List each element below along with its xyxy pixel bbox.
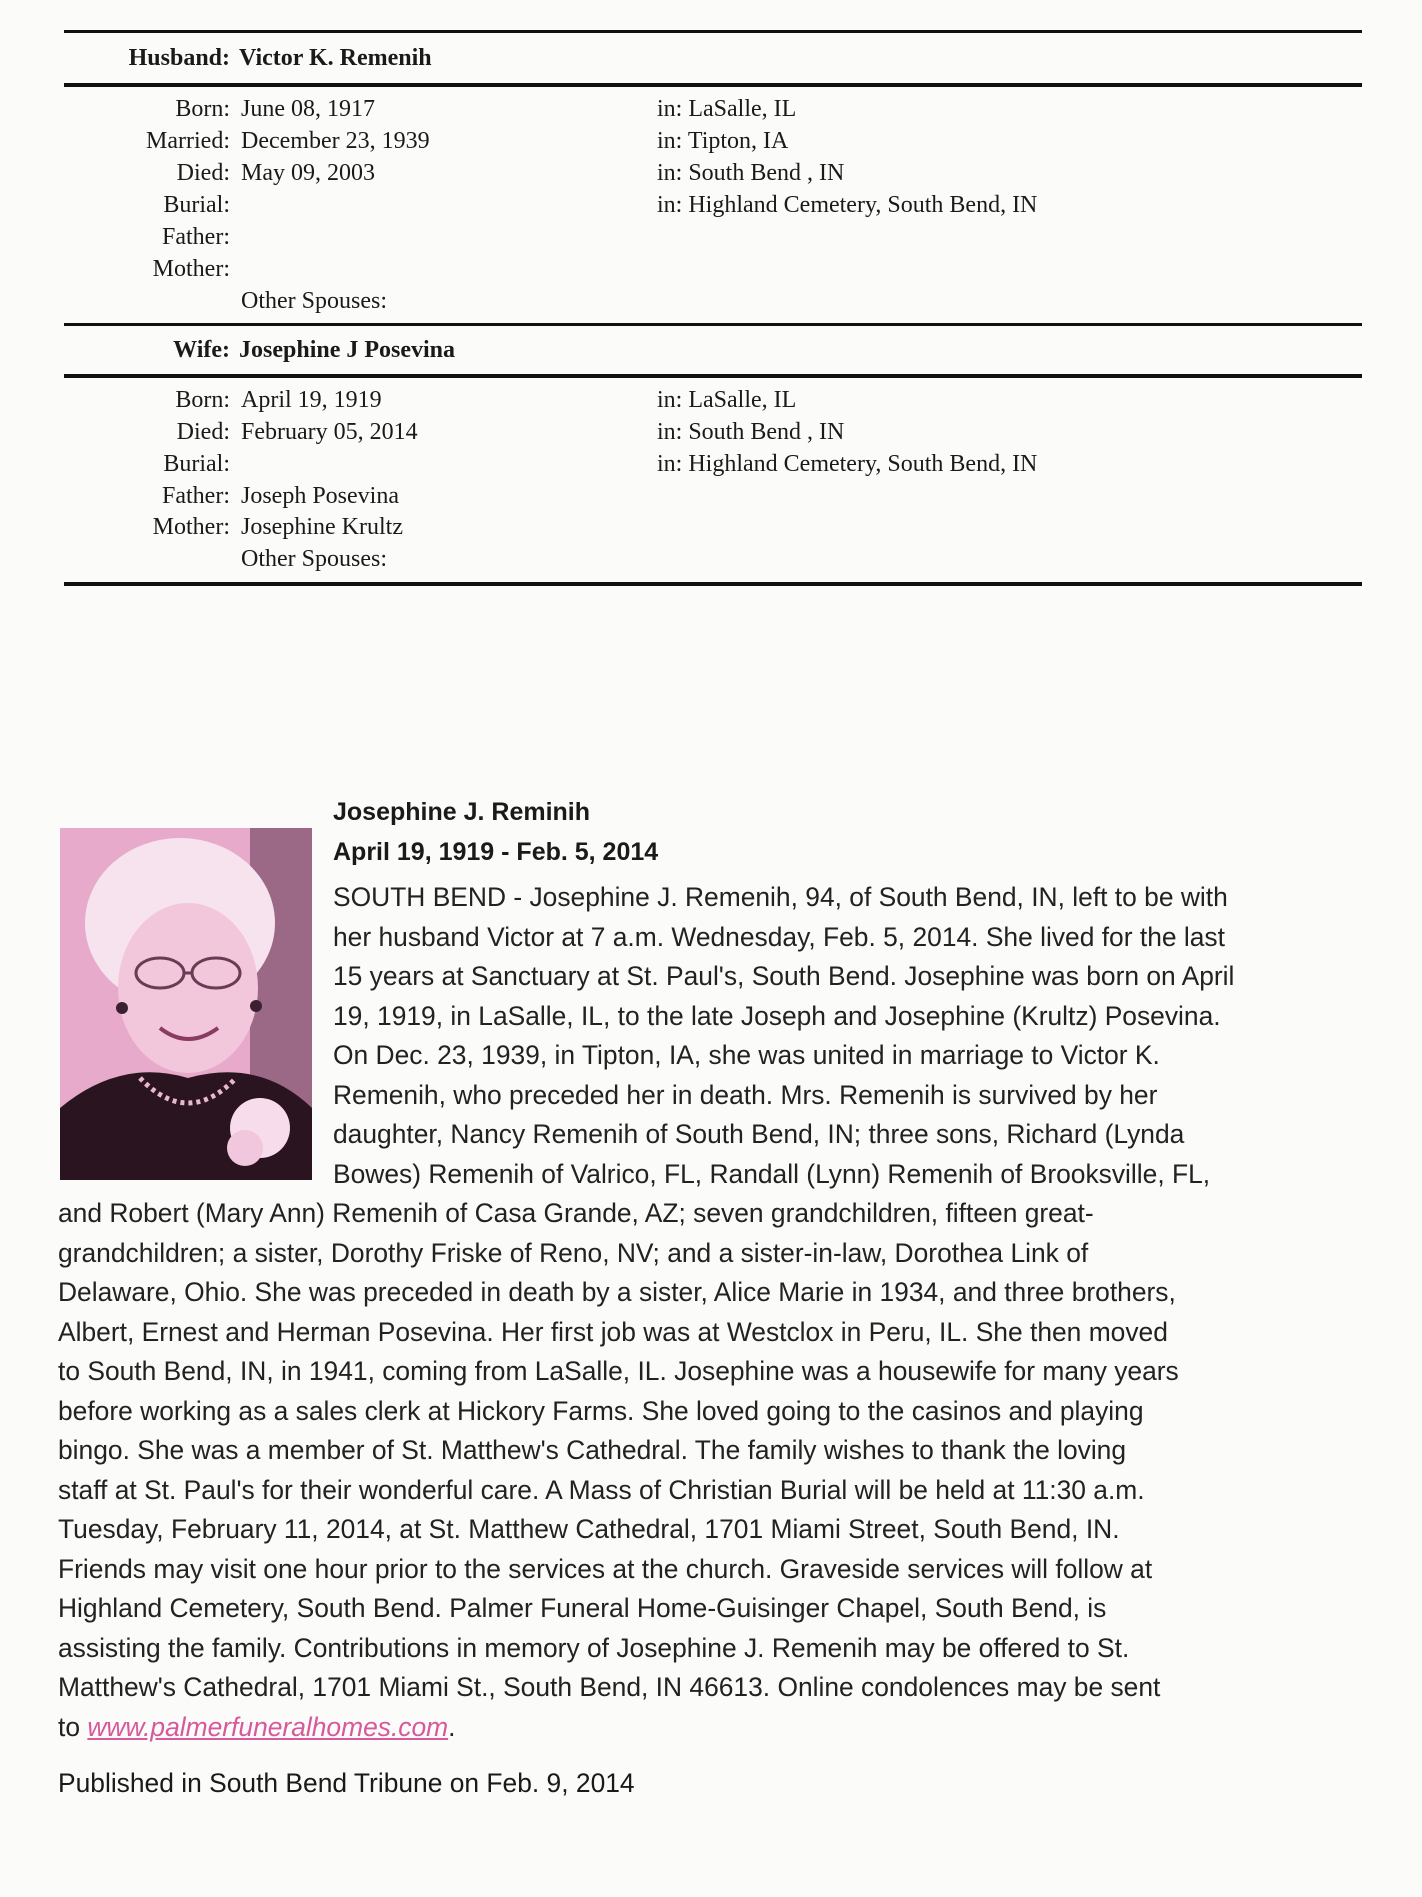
obituary-line: and Robert (Mary Ann) Remenih of Casa Grande, AZ; seven grandchildren, fifteen great- [58, 1198, 1094, 1228]
obituary-line: Bowes) Remenih of Valrico, FL, Randall (Lynn) Remenih of Brooksville, FL, [333, 1158, 1211, 1189]
obituary-line: her husband Victor at 7 a.m. Wednesday, Feb. 5, 2014. She lived for the last [333, 921, 1225, 952]
top-rule [64, 30, 1362, 33]
obituary-line: Albert, Ernest and Herman Posevina. Her first job was at Westclox in Peru, IL. She then moved [58, 1316, 1168, 1347]
wife-father-name: Joseph Posevina [241, 483, 399, 509]
obituary-name: Josephine J. Reminih [333, 798, 591, 826]
husband-married-label: Married: [146, 128, 230, 154]
husband-burial-label: Burial: [163, 192, 230, 218]
husband-name: Victor K. Remenih [239, 45, 432, 71]
obituary-line: Remenih, who preceded her in death. Mrs. Remenih is survived by her [333, 1079, 1158, 1110]
husband-burial-place: in: Highland Cemetery, South Bend, IN [657, 192, 1038, 218]
husband-died-date: May 09, 2003 [241, 160, 375, 186]
wife-died-date: February 05, 2014 [241, 419, 418, 445]
husband-rule [64, 83, 1362, 87]
husband-died-place: in: South Bend , IN [657, 160, 845, 186]
obituary-line: 15 years at Sanctuary at St. Paul's, South Bend. Josephine was born on April [333, 961, 1235, 991]
husband-mother-label: Mother: [152, 256, 230, 282]
wife-heading-label: Wife: [173, 337, 230, 363]
obituary-line: grandchildren; a sister, Dorothy Friske of Reno, NV; and a sister-in-law, Dorothea Link of [58, 1237, 1089, 1268]
obituary-line: On Dec. 23, 1939, in Tipton, IA, she was united in marriage to Victor K. [333, 1040, 1160, 1070]
husband-died-label: Died: [176, 160, 230, 186]
wife-heading [60, 334, 455, 366]
obituary-line: Highland Cemetery, South Bend. Palmer Funeral Home-Guisinger Chapel, South Bend, is [58, 1593, 1107, 1623]
obituary-line: before working as a sales clerk at Hickory Farms. She loved going to the casinos and playing [58, 1395, 1144, 1426]
obituary-line: bingo. She was a member of St. Matthew's Cathedral. The family wishes to thank the loving [58, 1435, 1127, 1465]
funeral-home-link[interactable]: www.palmerfuneralhomes.com [87, 1711, 449, 1742]
husband-born-place: in: LaSalle, IL [657, 96, 797, 122]
obituary-line: staff at St. Paul's for their wonderful care. A Mass of Christian Burial will be held at 11:30 a.m. [58, 1474, 1145, 1505]
published-note: Published in South Bend Tribune on Feb. 9, 2014 [58, 1768, 635, 1798]
husband-born-label: Born: [175, 96, 230, 122]
obituary-body [58, 878, 1368, 1747]
wife-born-date: April 19, 1919 [241, 387, 382, 413]
obituary-line: to South Bend, IN, in 1941, coming from LaSalle, IL. Josephine was a housewife for many years [58, 1356, 1179, 1386]
wife-name: Josephine J Posevina [239, 337, 456, 363]
husband-other-spouses-label: Other Spouses: [241, 288, 387, 314]
obituary-line: daughter, Nancy Remenih of South Bend, IN; three sons, Richard (Lynda [333, 1119, 1185, 1149]
obituary-line: Delaware, Ohio. She was preceded in death by a sister, Alice Marie in 1934, and three brothers, [58, 1277, 1176, 1307]
wife-born-label: Born: [175, 387, 230, 413]
wife-father-label: Father: [162, 483, 230, 509]
obituary-line: Matthew's Cathedral, 1701 Miami St., South Bend, IN 46613. Online condolences may be sent [58, 1672, 1161, 1702]
last-line-suffix: . [448, 1711, 456, 1742]
husband-heading [60, 42, 432, 74]
wife-burial-label: Burial: [163, 451, 230, 477]
obituary-line: Friends may visit one hour prior to the services at the church. Graveside services will follow at [58, 1553, 1153, 1584]
wife-rule [64, 374, 1362, 378]
obituary-last-line [58, 1708, 1368, 1748]
husband-born-date: June 08, 1917 [241, 96, 375, 122]
obituary-line: Tuesday, February 11, 2014, at St. Matthew Cathedral, 1701 Miami Street, South Bend, IN. [58, 1514, 1120, 1544]
wife-born-place: in: LaSalle, IL [657, 387, 797, 413]
last-line-prefix: to [58, 1711, 88, 1742]
wife-mother-label: Mother: [152, 514, 230, 540]
wife-died-label: Died: [176, 419, 230, 445]
husband-heading-label: Husband: [128, 45, 230, 71]
wife-died-place: in: South Bend , IN [657, 419, 845, 445]
wife-other-spouses-label: Other Spouses: [241, 546, 387, 572]
obituary-dates: April 19, 1919 - Feb. 5, 2014 [333, 838, 659, 866]
obituary-line: assisting the family. Contributions in memory of Josephine J. Remenih may be offered to St. [58, 1632, 1130, 1663]
husband-father-label: Father: [162, 224, 230, 250]
bottom-rule [64, 582, 1362, 586]
obituary-line: 19, 1919, in LaSalle, IL, to the late Joseph and Josephine (Krultz) Posevina. [333, 1000, 1221, 1031]
husband-married-place: in: Tipton, IA [657, 128, 789, 154]
husband-wife-divider [64, 323, 1362, 326]
wife-burial-place: in: Highland Cemetery, South Bend, IN [657, 451, 1038, 477]
husband-married-date: December 23, 1939 [241, 128, 430, 154]
obituary-line: SOUTH BEND - Josephine J. Remenih, 94, of South Bend, IN, left to be with [333, 882, 1228, 912]
wife-mother-name: Josephine Krultz [241, 514, 403, 540]
